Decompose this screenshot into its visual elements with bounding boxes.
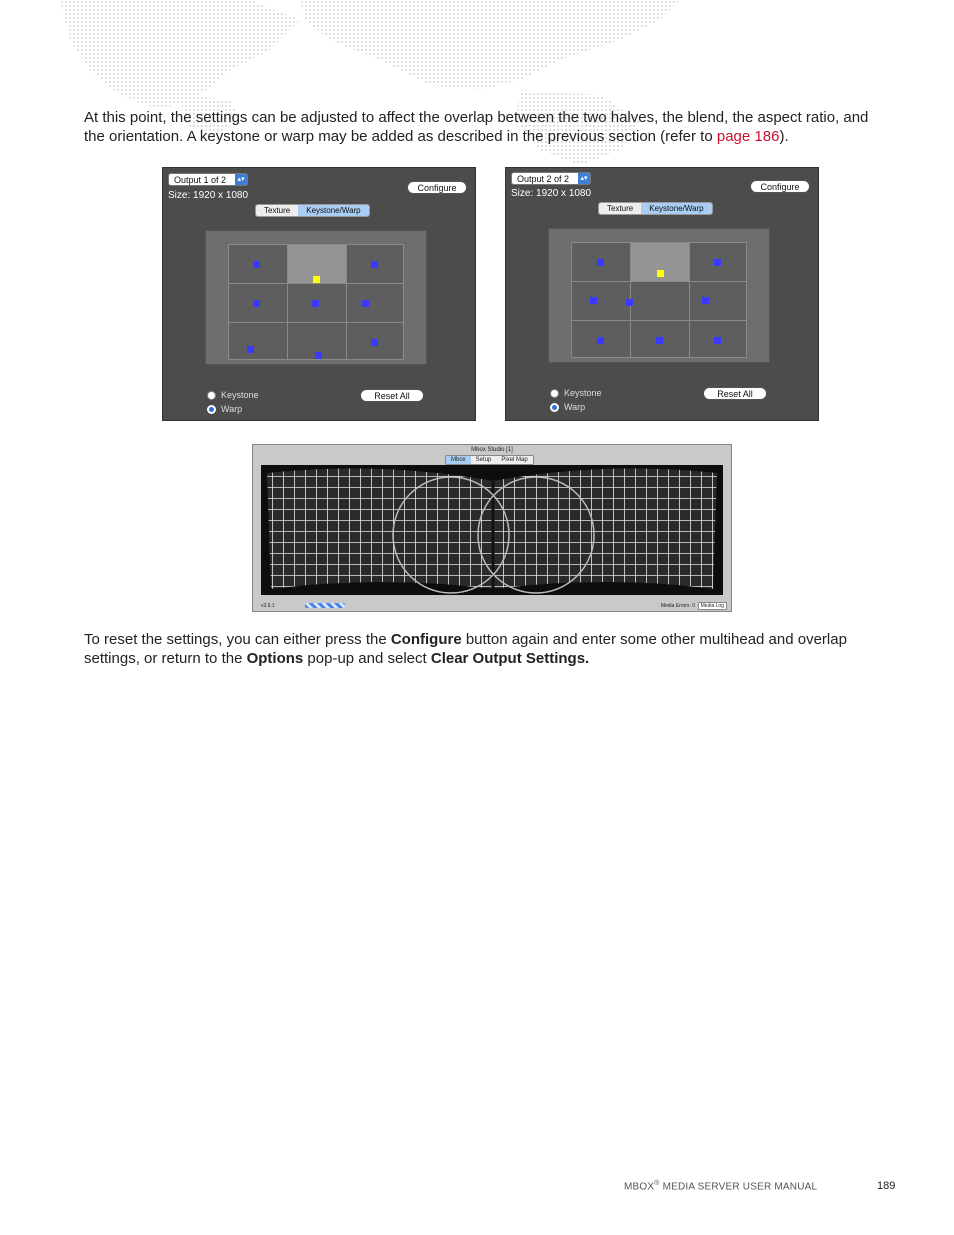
clear-output-settings-term: Clear Output Settings. xyxy=(430,650,590,667)
tab-mbox[interactable]: Mbox xyxy=(446,456,471,464)
reset-all-button[interactable]: Reset All xyxy=(703,387,767,400)
warped-output-preview xyxy=(261,465,723,595)
reset-all-button[interactable]: Reset All xyxy=(360,389,424,402)
footer-manual-title: MEDIA SERVER USER MANUAL xyxy=(659,1181,818,1193)
control-point[interactable] xyxy=(371,261,378,268)
intro-text-end: ). xyxy=(779,128,789,145)
control-point[interactable] xyxy=(315,352,322,359)
control-point[interactable] xyxy=(247,346,254,353)
page-number: 189 xyxy=(877,1180,896,1192)
control-point[interactable] xyxy=(702,297,709,304)
media-log-button[interactable]: Media Log xyxy=(698,602,727,610)
updown-arrow-icon: ▴▾ xyxy=(578,173,590,184)
activity-progress-bar xyxy=(305,603,345,608)
radio-warp-label: Warp xyxy=(221,404,243,414)
tab-pixel-map[interactable]: Pixel Map xyxy=(496,456,532,464)
control-point[interactable] xyxy=(253,261,260,268)
radio-warp[interactable] xyxy=(207,404,242,414)
reset-paragraph xyxy=(84,630,884,668)
mbox-studio-window xyxy=(252,444,732,612)
radio-keystone-label: Keystone xyxy=(221,390,259,400)
control-point[interactable] xyxy=(253,300,260,307)
tab-texture[interactable]: Texture xyxy=(599,203,641,214)
warp-canvas xyxy=(548,228,770,363)
control-point[interactable] xyxy=(656,337,663,344)
page-186-link[interactable]: page 186 xyxy=(716,128,780,145)
output-select-label: Output 2 of 2 xyxy=(517,174,570,184)
warp-grid xyxy=(571,242,747,358)
radio-keystone-label: Keystone xyxy=(564,388,602,398)
footer-title xyxy=(624,1180,817,1192)
output-select[interactable] xyxy=(511,172,591,185)
output-select[interactable] xyxy=(168,173,248,186)
control-point-selected[interactable] xyxy=(657,270,664,277)
footer-brand: MBOX xyxy=(624,1181,655,1193)
control-point[interactable] xyxy=(626,299,633,306)
radio-on-icon xyxy=(550,403,559,412)
reset-text: To reset the settings, you can either press the xyxy=(84,631,391,648)
size-label: Size: 1920 x 1080 xyxy=(511,188,592,199)
radio-warp-label: Warp xyxy=(564,402,586,412)
configure-term: Configure xyxy=(390,631,462,648)
warp-canvas xyxy=(205,230,427,365)
intro-text: At this point, the settings can be adjusted to affect the overlap between the two halves, the blend, the aspect ratio, and the orientation. A keystone or warp may be added as described in the previous section (refer to xyxy=(84,109,869,145)
tab-keystone-warp[interactable]: Keystone/Warp xyxy=(641,203,711,214)
registered-mark: ® xyxy=(654,1180,660,1187)
size-label: Size: 1920 x 1080 xyxy=(168,190,249,201)
panel-tabs xyxy=(255,204,370,217)
control-point-selected[interactable] xyxy=(313,276,320,283)
grid-cell xyxy=(630,281,690,321)
grid-cell xyxy=(228,322,288,360)
updown-arrow-icon: ▴▾ xyxy=(235,174,247,185)
grid-cell xyxy=(346,283,404,323)
window-title: Mbox Studio [1] xyxy=(471,447,513,453)
radio-on-icon xyxy=(207,405,216,414)
reset-text: button again and enter some other multihead and overlap settings, or return to the xyxy=(84,631,847,667)
configure-button[interactable]: Configure xyxy=(750,180,810,193)
tab-keystone-warp[interactable]: Keystone/Warp xyxy=(298,205,368,216)
control-point[interactable] xyxy=(312,300,319,307)
output-panel-2 xyxy=(505,167,819,421)
studio-tabs xyxy=(445,455,534,465)
grid-cell xyxy=(571,281,631,321)
control-point[interactable] xyxy=(371,339,378,346)
tab-setup[interactable]: Setup xyxy=(471,456,497,464)
grid-cell xyxy=(689,281,747,321)
control-point[interactable] xyxy=(597,337,604,344)
version-label: v3.9.1 xyxy=(261,603,275,609)
reset-text: pop-up and select xyxy=(303,650,431,667)
radio-off-icon xyxy=(207,391,216,400)
radio-off-icon xyxy=(550,389,559,398)
output-select-label: Output 1 of 2 xyxy=(174,175,227,185)
panel-tabs xyxy=(598,202,713,215)
radio-keystone[interactable] xyxy=(550,388,602,398)
control-point[interactable] xyxy=(714,259,721,266)
tab-texture[interactable]: Texture xyxy=(256,205,298,216)
warp-grid xyxy=(228,244,404,360)
intro-paragraph xyxy=(84,108,884,146)
control-point[interactable] xyxy=(362,300,369,307)
control-point[interactable] xyxy=(590,297,597,304)
configure-button[interactable]: Configure xyxy=(407,181,467,194)
options-term: Options xyxy=(246,650,304,667)
radio-keystone[interactable] xyxy=(207,390,259,400)
media-errors-label: Media Errors: 0 xyxy=(660,603,695,609)
output-panel-1 xyxy=(162,167,476,421)
radio-warp[interactable] xyxy=(550,402,585,412)
control-point[interactable] xyxy=(714,337,721,344)
control-point[interactable] xyxy=(597,259,604,266)
